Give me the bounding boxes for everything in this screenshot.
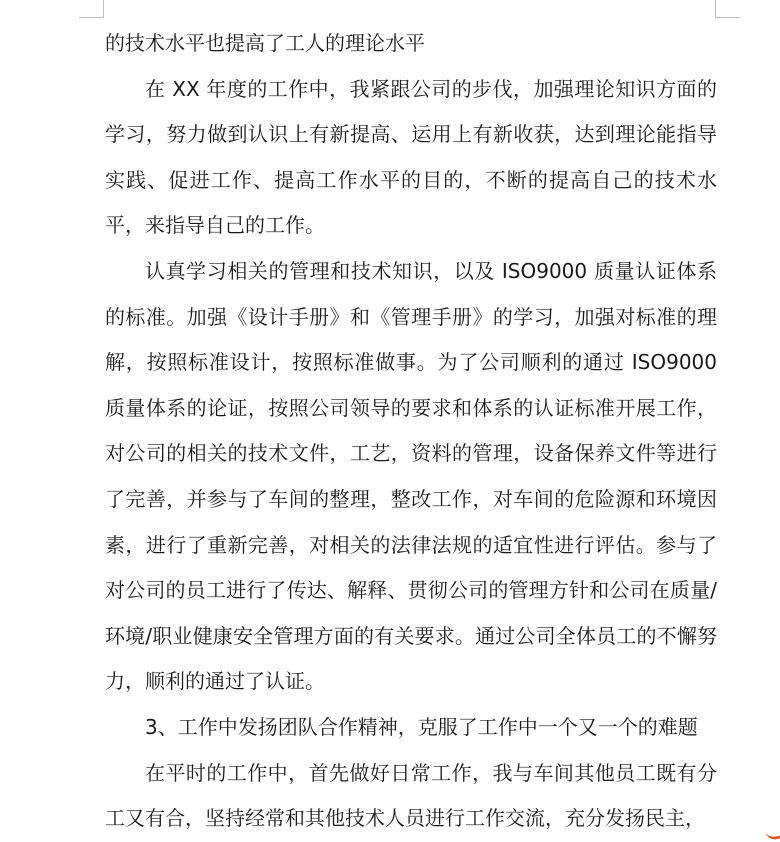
page-corner-accent <box>765 828 780 842</box>
right-margin-crop-mark <box>715 0 740 18</box>
paragraph-5[interactable]: 在平时的工作中，首先做好日常工作，我与车间其他员工既有分工又有合，坚持经常和其他技术人员进行工作交流，充分发扬民主， <box>105 760 717 831</box>
paragraph-3[interactable]: 认真学习相关的管理和技术知识，以及 ISO9000 质量认证体系的标准。加强《设计手册》和《管理手册》的学习，加强对标准的理解，按照标准设计，按照标准做事。为了公司顺利的通过 ISO9000 质量体系的论证，按照公司领导的要求和体系的认证标准开展工作，对公司的相关的技术文件，工艺，资料的管理，设备保养文件等进行了完善，并参与了车间的整理，整改工作，对车间的危险源和环境因素，进行了重新完善，对相关的法律法规的适宜性进行评估。参与了对公司的员工进行了传达、解释、贯彻公司的管理方针和公司在质量/环境/职业健康安全管理方面的有关要求。通过公司全体员工的不懈努力，顺利的通过了认证。 <box>105 258 717 694</box>
left-margin-crop-mark <box>79 0 104 18</box>
paragraph-2[interactable]: 在 XX 年度的工作中，我紧跟公司的步伐，加强理论知识方面的学习，努力做到认识上有新提高、运用上有新收获，达到理论能指导实践、促进工作、提高工作水平的目的，不断的提高自己的技术水平，来指导自己的工作。 <box>105 76 717 238</box>
document-body[interactable] <box>105 21 717 842</box>
paragraph-4-heading[interactable]: 3、工作中发扬团队合作精神，克服了工作中一个又一个的难题 <box>145 714 698 739</box>
paragraph-1[interactable]: 的技术水平也提高了工人的理论水平 <box>105 31 425 55</box>
